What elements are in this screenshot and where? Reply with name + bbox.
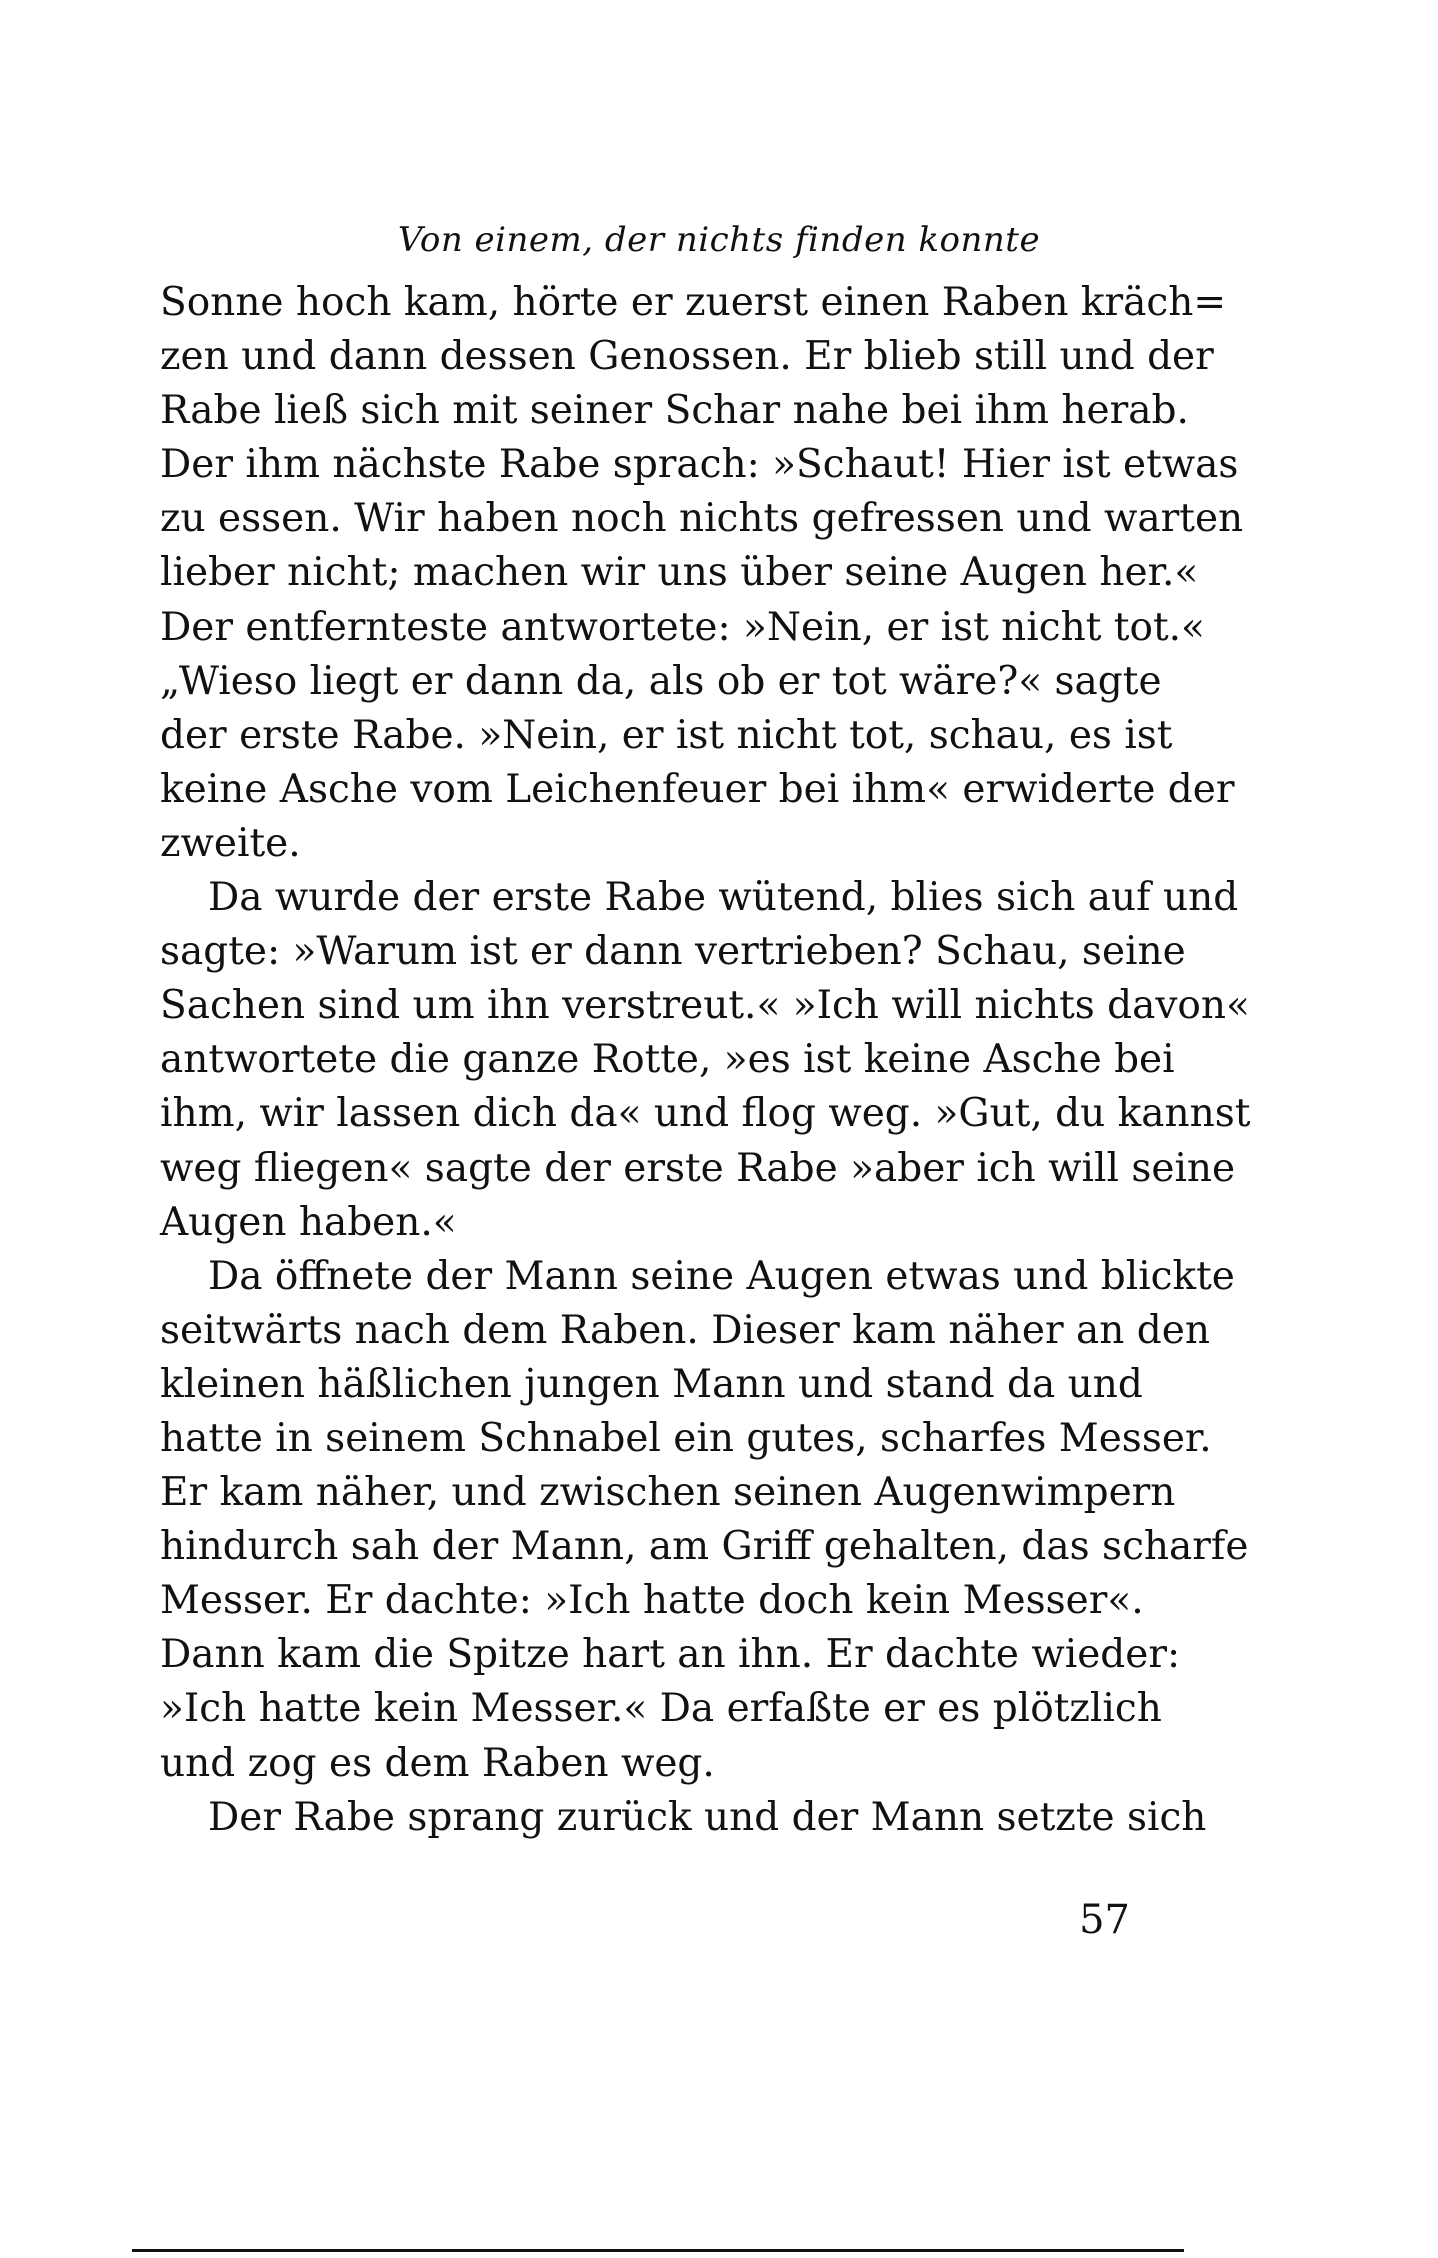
- text-line: „Wieso liegt er dann da, als ob er tot wäre?« sagte: [160, 658, 1162, 704]
- text-line: Der Rabe sprang zurück und der Mann setzte sich: [208, 1794, 1207, 1840]
- text-line: keine Asche vom Leichenfeuer bei ihm« erwiderte der: [160, 766, 1235, 812]
- text-line: hatte in seinem Schnabel ein gutes, scharfes Messer.: [160, 1415, 1212, 1461]
- text-line: zweite.: [160, 820, 301, 866]
- text-line: lieber nicht; machen wir uns über seine Augen her.«: [160, 550, 1199, 596]
- text-line: Da öffnete der Mann seine Augen etwas und blickte: [208, 1253, 1235, 1299]
- text-line: zu essen. Wir haben noch nichts gefressen und warten: [160, 496, 1244, 542]
- text-line: kleinen häßlichen jungen Mann und stand da und: [160, 1361, 1143, 1407]
- text-line: Messer. Er dachte: »Ich hatte doch kein Messer«.: [160, 1578, 1144, 1624]
- page-number: 57: [1079, 1897, 1130, 1943]
- text-line: Dann kam die Spitze hart an ihn. Er dachte wieder:: [160, 1632, 1181, 1678]
- text-line: hindurch sah der Mann, am Griff gehalten, das scharfe: [160, 1524, 1249, 1570]
- text-line: weg fliegen« sagte der erste Rabe »aber ich will seine: [160, 1145, 1236, 1191]
- text-line: Augen haben.«: [160, 1199, 457, 1245]
- text-line: sagte: »Warum ist er dann vertrieben? Schau, seine: [160, 929, 1186, 975]
- text-line: »Ich hatte kein Messer.« Da erfaßte er es plötzlich: [160, 1686, 1162, 1732]
- bottom-divider: [132, 2249, 1184, 2252]
- text-line: Sachen sind um ihn verstreut.« »Ich will nichts davon«: [160, 983, 1250, 1029]
- text-line: ihm, wir lassen dich da« und flog weg. »Gut, du kannst: [160, 1091, 1251, 1137]
- text-line: Rabe ließ sich mit seiner Schar nahe bei ihm herab.: [160, 388, 1189, 434]
- text-line: zen und dann dessen Genossen. Er blieb still und der: [160, 334, 1214, 380]
- text-line: Sonne hoch kam, hörte er zuerst einen Raben kräch=: [160, 280, 1227, 325]
- running-header: Von einem, der nichts finden konnte: [397, 220, 1041, 260]
- text-line: seitwärts nach dem Raben. Dieser kam näher an den: [160, 1307, 1210, 1353]
- text-line: und zog es dem Raben weg.: [160, 1740, 715, 1786]
- body-text: [160, 276, 1251, 1845]
- text-line: der erste Rabe. »Nein, er ist nicht tot, schau, es ist: [160, 712, 1173, 758]
- text-line: Er kam näher, und zwischen seinen Augenwimpern: [160, 1470, 1176, 1516]
- text-line: antwortete die ganze Rotte, »es ist keine Asche bei: [160, 1037, 1175, 1083]
- text-line: Der ihm nächste Rabe sprach: »Schaut! Hier ist etwas: [160, 442, 1239, 488]
- text-line: Der entfernteste antwortete: »Nein, er ist nicht tot.«: [160, 604, 1205, 650]
- text-line: Da wurde der erste Rabe wütend, blies sich auf und: [208, 875, 1239, 921]
